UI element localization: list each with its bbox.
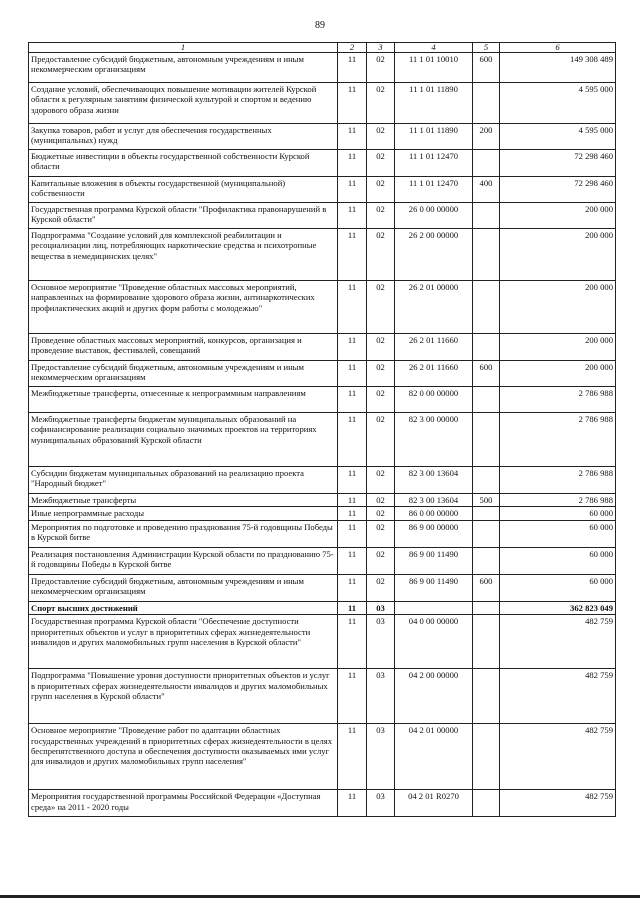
table-row — [29, 229, 616, 281]
table-row — [29, 124, 616, 150]
row-subsection-cell: 02 — [367, 361, 395, 387]
row-name-cell: Подпрограмма "Создание условий для комплексной реабилитации и ресоциализации лиц, потребляющих наркотические средства и психотропные вещества в немедицинских целях" — [29, 229, 338, 281]
row-section-cell: 11 — [338, 124, 367, 150]
table-row — [29, 177, 616, 203]
row-amount-cell: 482 759 — [500, 669, 616, 724]
row-amount-cell: 4 595 000 — [500, 124, 616, 150]
row-name-cell: Бюджетные инвестиции в объекты государственной собственности Курской области — [29, 150, 338, 177]
row-target-article-cell: 04 2 00 00000 — [395, 669, 473, 724]
row-amount-cell: 482 759 — [500, 615, 616, 669]
row-amount-cell: 2 786 988 — [500, 413, 616, 467]
row-name-cell: Иные непрограммные расходы — [29, 507, 338, 520]
row-subsection-cell: 02 — [367, 281, 395, 334]
table-body — [29, 53, 616, 817]
row-expense-type-cell — [473, 334, 500, 361]
row-subsection-cell: 03 — [367, 724, 395, 790]
row-subsection-cell: 02 — [367, 467, 395, 494]
row-name-cell: Субсидии бюджетам муниципальных образований на реализацию проекта "Народный бюджет" — [29, 467, 338, 494]
row-target-article-cell: 11 1 01 12470 — [395, 177, 473, 203]
row-target-article-cell: 82 3 00 13604 — [395, 494, 473, 507]
row-expense-type-cell — [473, 547, 500, 574]
row-target-article-cell: 82 3 00 13604 — [395, 467, 473, 494]
row-section-cell: 11 — [338, 547, 367, 574]
header-col-3: 3 — [367, 43, 395, 53]
row-expense-type-cell — [473, 520, 500, 547]
row-target-article-cell: 04 0 00 00000 — [395, 615, 473, 669]
row-section-cell: 11 — [338, 494, 367, 507]
row-name-cell: Проведение областных массовых мероприятий, конкурсов, организация и проведение выставок, фестивалей, совещаний — [29, 334, 338, 361]
row-expense-type-cell: 500 — [473, 494, 500, 507]
row-expense-type-cell — [473, 413, 500, 467]
row-name-cell: Государственная программа Курской области "Обеспечение доступности приоритетных объектов и услуг в приоритетных сферах жизнедеятельности инвалидов и других маломобильных групп населения в Курской области" — [29, 615, 338, 669]
row-target-article-cell: 11 1 01 12470 — [395, 150, 473, 177]
row-expense-type-cell — [473, 150, 500, 177]
row-section-cell: 11 — [338, 669, 367, 724]
table-row — [29, 520, 616, 547]
row-expense-type-cell — [473, 281, 500, 334]
row-name-cell: Капитальные вложения в объекты государственной (муниципальной) собственности — [29, 177, 338, 203]
row-amount-cell: 149 308 489 — [500, 53, 616, 83]
header-row — [29, 43, 616, 53]
row-amount-cell: 362 823 049 — [500, 601, 616, 614]
page-number: 89 — [315, 20, 325, 31]
row-section-cell: 11 — [338, 203, 367, 229]
row-name-cell: Межбюджетные трансферты, отнесенные к непрограммным направлениям — [29, 387, 338, 413]
row-target-article-cell: 86 9 00 11490 — [395, 547, 473, 574]
row-subsection-cell: 02 — [367, 53, 395, 83]
row-subsection-cell: 02 — [367, 83, 395, 124]
row-target-article-cell: 26 2 00 00000 — [395, 229, 473, 281]
row-expense-type-cell: 200 — [473, 124, 500, 150]
table-row — [29, 361, 616, 387]
row-section-cell: 11 — [338, 724, 367, 790]
row-subsection-cell: 02 — [367, 229, 395, 281]
table-row — [29, 413, 616, 467]
row-subsection-cell: 02 — [367, 494, 395, 507]
row-amount-cell: 200 000 — [500, 361, 616, 387]
row-amount-cell: 200 000 — [500, 229, 616, 281]
table-row — [29, 507, 616, 520]
header-col-2: 2 — [338, 43, 367, 53]
budget-table — [28, 42, 616, 817]
row-expense-type-cell — [473, 601, 500, 614]
row-section-cell: 11 — [338, 387, 367, 413]
row-subsection-cell: 03 — [367, 601, 395, 614]
row-amount-cell: 60 000 — [500, 520, 616, 547]
row-expense-type-cell: 600 — [473, 361, 500, 387]
row-target-article-cell: 82 0 00 00000 — [395, 387, 473, 413]
row-amount-cell: 200 000 — [500, 203, 616, 229]
table-row — [29, 467, 616, 494]
row-target-article-cell: 86 9 00 00000 — [395, 520, 473, 547]
row-expense-type-cell — [473, 790, 500, 817]
row-section-cell: 11 — [338, 150, 367, 177]
row-name-cell: Реализация постановления Администрации Курской области по празднованию 75-й годовщины Победы в Курской битве — [29, 547, 338, 574]
row-subsection-cell: 03 — [367, 669, 395, 724]
header-col-6: 6 — [500, 43, 616, 53]
table-row — [29, 547, 616, 574]
row-section-cell: 11 — [338, 467, 367, 494]
row-subsection-cell: 02 — [367, 334, 395, 361]
table-row — [29, 724, 616, 790]
row-section-cell: 11 — [338, 507, 367, 520]
bottom-border-line — [0, 895, 640, 898]
row-amount-cell: 60 000 — [500, 547, 616, 574]
row-section-cell: 11 — [338, 601, 367, 614]
row-expense-type-cell: 600 — [473, 53, 500, 83]
row-target-article-cell: 26 2 01 11660 — [395, 361, 473, 387]
row-subsection-cell: 02 — [367, 203, 395, 229]
table-row — [29, 53, 616, 83]
header-col-4: 4 — [395, 43, 473, 53]
row-expense-type-cell — [473, 467, 500, 494]
row-amount-cell: 4 595 000 — [500, 83, 616, 124]
row-target-article-cell: 26 2 01 11660 — [395, 334, 473, 361]
row-amount-cell: 60 000 — [500, 507, 616, 520]
row-section-cell: 11 — [338, 83, 367, 124]
row-expense-type-cell — [473, 669, 500, 724]
row-name-cell: Межбюджетные трансферты — [29, 494, 338, 507]
row-expense-type-cell — [473, 83, 500, 124]
table-row — [29, 494, 616, 507]
table-row — [29, 669, 616, 724]
row-amount-cell: 200 000 — [500, 281, 616, 334]
row-name-cell: Основное мероприятие "Проведение областных массовых мероприятий, направленных на формирование здорового образа жизни, антинаркотических профилактических акций и других форм работы с молодежью" — [29, 281, 338, 334]
row-amount-cell: 482 759 — [500, 790, 616, 817]
row-target-article-cell: 82 3 00 00000 — [395, 413, 473, 467]
row-section-cell: 11 — [338, 53, 367, 83]
row-name-cell: Предоставление субсидий бюджетным, автономным учреждениям и иным некоммерческим организациям — [29, 574, 338, 601]
row-subsection-cell: 02 — [367, 124, 395, 150]
row-amount-cell: 2 786 988 — [500, 494, 616, 507]
row-target-article-cell: 11 1 01 10010 — [395, 53, 473, 83]
row-section-cell: 11 — [338, 413, 367, 467]
table-row — [29, 281, 616, 334]
row-target-article-cell: 26 2 01 00000 — [395, 281, 473, 334]
row-target-article-cell: 86 9 00 11490 — [395, 574, 473, 601]
row-section-cell: 11 — [338, 177, 367, 203]
row-expense-type-cell — [473, 507, 500, 520]
row-target-article-cell: 11 1 01 11890 — [395, 124, 473, 150]
row-name-cell: Спорт высших достижений — [29, 601, 338, 614]
row-amount-cell: 2 786 988 — [500, 467, 616, 494]
table-row — [29, 790, 616, 817]
row-subsection-cell: 02 — [367, 574, 395, 601]
row-expense-type-cell — [473, 724, 500, 790]
row-target-article-cell: 04 2 01 00000 — [395, 724, 473, 790]
row-target-article-cell: 86 0 00 00000 — [395, 507, 473, 520]
row-subsection-cell: 02 — [367, 387, 395, 413]
row-name-cell: Предоставление субсидий бюджетным, автономным учреждениям и иным некоммерческим организациям — [29, 53, 338, 83]
row-section-cell: 11 — [338, 281, 367, 334]
row-name-cell: Мероприятия государственной программы Российской Федерации «Доступная среда» на 2011 - 2020 годы — [29, 790, 338, 817]
row-section-cell: 11 — [338, 229, 367, 281]
row-target-article-cell: 04 2 01 R0270 — [395, 790, 473, 817]
row-subsection-cell: 02 — [367, 520, 395, 547]
row-expense-type-cell — [473, 387, 500, 413]
table-row — [29, 601, 616, 614]
row-subsection-cell: 02 — [367, 150, 395, 177]
row-amount-cell: 482 759 — [500, 724, 616, 790]
row-amount-cell: 60 000 — [500, 574, 616, 601]
table-row — [29, 83, 616, 124]
table-row — [29, 203, 616, 229]
header-col-1: 1 — [29, 43, 338, 53]
row-name-cell: Межбюджетные трансферты бюджетам муниципальных образований на софинансирование реализации социально значимых проектов на территориях муниципальных образований Курской области — [29, 413, 338, 467]
row-section-cell: 11 — [338, 615, 367, 669]
row-name-cell: Создание условий, обеспечивающих повышение мотивации жителей Курской области к регулярным занятиям физической культурой и спортом и ведению здорового образа жизни — [29, 83, 338, 124]
row-expense-type-cell — [473, 203, 500, 229]
row-name-cell: Мероприятия по подготовке и проведению празднования 75-й годовщины Победы в Курской битве — [29, 520, 338, 547]
row-expense-type-cell: 400 — [473, 177, 500, 203]
row-subsection-cell: 03 — [367, 615, 395, 669]
row-name-cell: Основное мероприятие "Проведение работ по адаптации областных государственных учреждений в приоритетных сферах жизнедеятельности в целях беспрепятственного доступа и обеспечения доступности оказываемых ими услуг для инвалидов и других маломобильных групп населения" — [29, 724, 338, 790]
row-section-cell: 11 — [338, 790, 367, 817]
row-target-article-cell: 26 0 00 00000 — [395, 203, 473, 229]
row-target-article-cell — [395, 601, 473, 614]
row-subsection-cell: 02 — [367, 507, 395, 520]
table-row — [29, 615, 616, 669]
row-section-cell: 11 — [338, 574, 367, 601]
row-amount-cell: 200 000 — [500, 334, 616, 361]
header-col-5: 5 — [473, 43, 500, 53]
row-subsection-cell: 02 — [367, 547, 395, 574]
row-name-cell: Подпрограмма "Повышение уровня доступности приоритетных объектов и услуг в приоритетных сферах жизнедеятельности инвалидов и других маломобильных групп населения в Курской области" — [29, 669, 338, 724]
row-section-cell: 11 — [338, 520, 367, 547]
table-row — [29, 150, 616, 177]
row-expense-type-cell — [473, 229, 500, 281]
row-name-cell: Предоставление субсидий бюджетным, автономным учреждениям и иным некоммерческим организациям — [29, 361, 338, 387]
row-amount-cell: 72 298 460 — [500, 150, 616, 177]
row-name-cell: Государственная программа Курской области "Профилактика правонарушений в Курской области" — [29, 203, 338, 229]
table-row — [29, 387, 616, 413]
row-target-article-cell: 11 1 01 11890 — [395, 83, 473, 124]
row-section-cell: 11 — [338, 361, 367, 387]
table-row — [29, 334, 616, 361]
row-subsection-cell: 02 — [367, 177, 395, 203]
row-expense-type-cell — [473, 615, 500, 669]
row-name-cell: Закупка товаров, работ и услуг для обеспечения государственных (муниципальных) нужд — [29, 124, 338, 150]
row-amount-cell: 2 786 988 — [500, 387, 616, 413]
row-subsection-cell: 02 — [367, 413, 395, 467]
table-row — [29, 574, 616, 601]
row-subsection-cell: 03 — [367, 790, 395, 817]
row-amount-cell: 72 298 460 — [500, 177, 616, 203]
row-section-cell: 11 — [338, 334, 367, 361]
row-expense-type-cell: 600 — [473, 574, 500, 601]
